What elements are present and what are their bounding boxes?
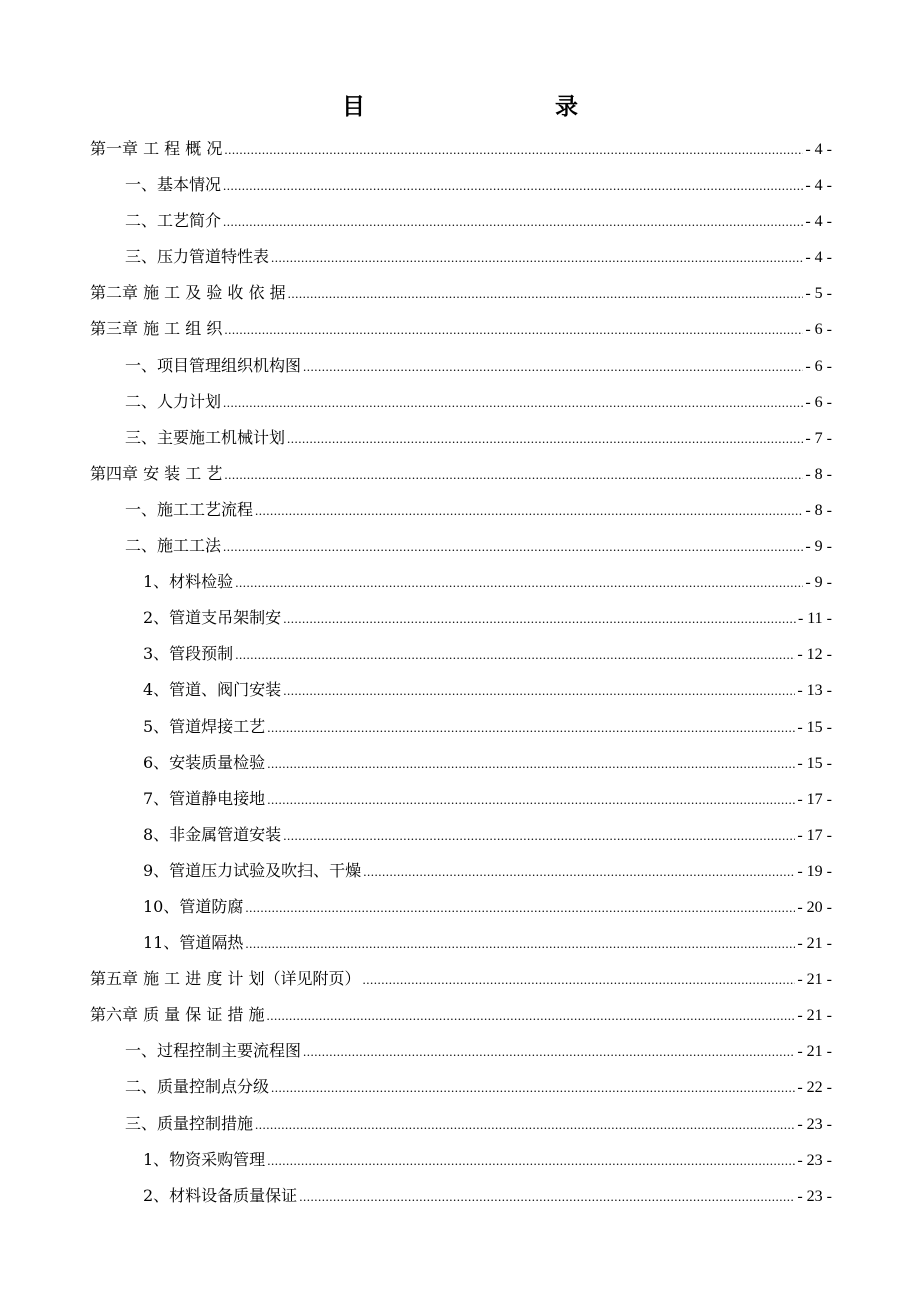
toc-entry-page-number: - 21 - (797, 1043, 832, 1061)
toc-dot-leader (271, 1070, 795, 1106)
toc-dot-leader (288, 276, 804, 312)
toc-entry[interactable] (90, 961, 832, 997)
toc-entry-label: 一、施工工艺流程 (125, 499, 254, 519)
toc-dot-leader (299, 1179, 795, 1215)
toc-entry[interactable] (90, 384, 832, 420)
toc-entry-label: 7、管道静电接地 (143, 788, 266, 808)
toc-entry-label: 第一章 工 程 概 况 (90, 139, 223, 158)
toc-entry[interactable] (90, 564, 832, 600)
toc-entry-label: 二、质量控制点分级 (125, 1077, 270, 1097)
toc-dot-leader (245, 890, 795, 926)
toc-dot-leader (283, 818, 795, 854)
toc-entry-label: 二、施工工法 (125, 536, 222, 556)
toc-entry[interactable] (90, 745, 832, 781)
toc-dot-leader (245, 926, 795, 962)
toc-dot-leader (223, 385, 803, 421)
toc-entry-page-number: - 23 - (797, 1151, 832, 1169)
toc-entry-page-number: - 4 - (805, 249, 832, 267)
toc-entry-label: 第六章 质 量 保 证 措 施 (90, 1005, 265, 1025)
toc-entry-label: 2、材料设备质量保证 (143, 1185, 298, 1205)
toc-entry[interactable] (90, 709, 832, 745)
toc-entry-label: 3、管段预制 (143, 644, 234, 664)
toc-entry[interactable] (90, 853, 832, 889)
toc-dot-leader (283, 673, 795, 709)
toc-entry[interactable] (90, 817, 832, 853)
toc-entry-page-number: - 11 - (797, 610, 832, 628)
toc-entry[interactable] (90, 167, 832, 203)
toc-entry[interactable] (90, 456, 832, 492)
toc-dot-leader (287, 421, 803, 457)
toc-entry[interactable] (90, 889, 832, 925)
toc-dot-leader (267, 998, 796, 1034)
toc-entry-page-number: - 6 - (805, 393, 832, 411)
toc-entry-label: 三、主要施工机械计划 (125, 427, 286, 447)
toc-dot-leader (267, 782, 795, 818)
toc-entry-page-number: - 6 - (805, 321, 832, 339)
toc-entry[interactable] (90, 348, 832, 384)
toc-entry-page-number: - 8 - (805, 501, 832, 519)
toc-dot-leader (303, 349, 803, 385)
toc-entry-label: 1、材料检验 (143, 572, 234, 592)
toc-dot-leader (224, 312, 803, 348)
toc-entry-label: 二、人力计划 (125, 391, 222, 411)
toc-entry-page-number: - 4 - (805, 141, 832, 158)
toc-entry-label: 第四章 安 装 工 艺 (90, 463, 223, 483)
page-title: 目 录 (342, 93, 626, 120)
toc-entry[interactable] (90, 636, 832, 672)
toc-entry-label: 一、过程控制主要流程图 (125, 1041, 302, 1061)
toc-entry-label: 6、安装质量检验 (143, 752, 266, 772)
toc-entry[interactable] (90, 239, 832, 275)
toc-entry-page-number: - 21 - (797, 935, 832, 953)
toc-entry-page-number: - 21 - (797, 1007, 832, 1025)
toc-entry-page-number: - 4 - (805, 213, 832, 231)
toc-entry[interactable] (90, 131, 832, 167)
toc-dot-leader (223, 168, 803, 204)
toc-entry-page-number: - 6 - (805, 357, 832, 375)
toc-entry-page-number: - 5 - (805, 285, 832, 303)
toc-dot-leader (235, 565, 803, 601)
toc-entry-page-number: - 13 - (797, 682, 832, 700)
toc-entry-label: 三、压力管道特性表 (125, 247, 270, 267)
toc-entry[interactable] (90, 311, 832, 347)
toc-dot-leader (363, 962, 796, 998)
toc-entry-label: 9、管道压力试验及吹扫、干燥 (143, 860, 362, 880)
toc-entry-label: 一、基本情况 (125, 175, 222, 195)
toc-entry-page-number: - 17 - (797, 790, 832, 808)
toc-entry-label: 第二章 施 工 及 验 收 依 据 (90, 283, 286, 303)
toc-entry-label: 一、项目管理组织机构图 (125, 355, 302, 375)
toc-dot-leader (224, 457, 803, 493)
toc-entry-page-number: - 23 - (797, 1187, 832, 1205)
table-of-contents (90, 131, 832, 1214)
toc-entry[interactable] (90, 1142, 832, 1178)
toc-entry-label: 2、管道支吊架制安 (143, 608, 282, 628)
toc-entry[interactable] (90, 600, 832, 636)
toc-entry-page-number: - 23 - (797, 1115, 832, 1133)
toc-entry-label: 8、非金属管道安装 (143, 824, 282, 844)
toc-dot-leader (235, 637, 795, 673)
toc-entry-label: 5、管道焊接工艺 (143, 716, 266, 736)
toc-entry-label: 三、质量控制措施 (125, 1113, 254, 1133)
toc-entry-page-number: - 21 - (797, 971, 832, 989)
toc-entry-label: 第三章 施 工 组 织 (90, 319, 223, 339)
toc-entry-page-number: - 9 - (805, 538, 832, 556)
toc-entry-label: 4、管道、阀门安装 (143, 680, 282, 700)
toc-dot-leader (224, 132, 803, 168)
toc-entry-page-number: - 4 - (805, 177, 832, 195)
toc-entry[interactable] (90, 1069, 832, 1105)
toc-dot-leader (267, 1143, 795, 1179)
toc-entry[interactable] (90, 672, 832, 708)
toc-dot-leader (255, 1107, 795, 1143)
toc-entry-label: 1、物资采购管理 (143, 1149, 266, 1169)
toc-dot-leader (271, 240, 803, 276)
toc-entry-label: 二、工艺简介 (125, 211, 222, 231)
toc-entry-page-number: - 12 - (797, 646, 832, 664)
toc-dot-leader (267, 746, 795, 782)
toc-entry[interactable] (90, 1106, 832, 1142)
toc-entry[interactable] (90, 781, 832, 817)
toc-entry[interactable] (90, 925, 832, 961)
toc-entry[interactable] (90, 275, 832, 311)
toc-entry-page-number: - 15 - (797, 718, 832, 736)
toc-entry-page-number: - 20 - (797, 898, 832, 916)
toc-dot-leader (223, 204, 803, 240)
toc-entry[interactable] (90, 1033, 832, 1069)
toc-entry[interactable] (90, 997, 832, 1033)
toc-entry-page-number: - 17 - (797, 826, 832, 844)
toc-dot-leader (363, 854, 795, 890)
toc-entry-page-number: - 9 - (805, 574, 832, 592)
toc-entry[interactable] (90, 420, 832, 456)
toc-dot-leader (267, 710, 795, 746)
toc-entry[interactable] (90, 1178, 832, 1214)
toc-entry-page-number: - 15 - (797, 754, 832, 772)
toc-entry[interactable] (90, 492, 832, 528)
toc-dot-leader (303, 1034, 795, 1070)
toc-dot-leader (223, 529, 803, 565)
toc-dot-leader (283, 601, 796, 637)
toc-entry-page-number: - 8 - (805, 465, 832, 483)
toc-entry-label: 第五章 施 工 进 度 计 划（详见附页） (90, 969, 361, 989)
toc-entry-page-number: - 19 - (797, 862, 832, 880)
toc-entry-page-number: - 7 - (805, 429, 832, 447)
toc-entry[interactable] (90, 203, 832, 239)
toc-entry-label: 10、管道防腐 (143, 896, 244, 916)
toc-entry[interactable] (90, 528, 832, 564)
toc-entry-page-number: - 22 - (797, 1079, 832, 1097)
toc-dot-leader (255, 493, 803, 529)
toc-entry-label: 11、管道隔热 (143, 933, 244, 953)
